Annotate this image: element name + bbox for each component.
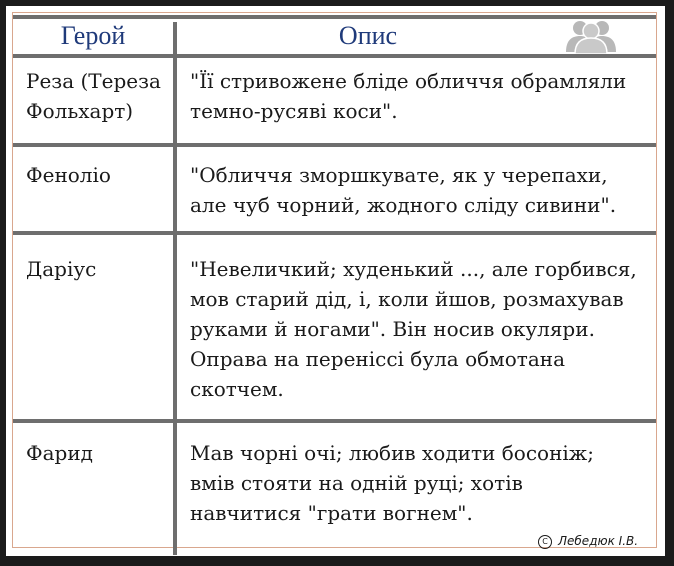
people-icon bbox=[564, 18, 620, 54]
hero-description bbox=[190, 160, 616, 220]
author-name: Лебедюк І.В. bbox=[558, 534, 639, 548]
header-divider bbox=[13, 54, 656, 58]
description-line: мов старий дід, і, коли йшов, розмахував bbox=[190, 287, 624, 311]
author-credit bbox=[538, 534, 638, 549]
hero-name bbox=[26, 254, 96, 284]
hero-description bbox=[190, 66, 626, 126]
hero-name bbox=[26, 438, 93, 468]
hero-name-line: Реза (Тереза bbox=[26, 69, 161, 93]
table-frame bbox=[6, 6, 665, 556]
column-divider bbox=[173, 22, 177, 555]
description-line: "Її стривожене бліде обличчя обрамляли bbox=[190, 69, 627, 93]
description-line: але чуб чорний, жодного сліду сивини". bbox=[190, 193, 617, 217]
row-divider bbox=[13, 419, 656, 423]
description-line: темно-русяві коси". bbox=[190, 99, 398, 123]
description-line: вмів стояти на одній руці; хотів bbox=[190, 471, 523, 495]
hero-name-line: Феноліо bbox=[26, 163, 111, 187]
description-line: Мав чорні очі; любив ходити босоніж; bbox=[190, 441, 594, 465]
description-line: "Невеличкий; худенький ..., але горбився, bbox=[190, 257, 637, 281]
table-top-rule bbox=[13, 15, 656, 19]
hero-name-line: Фольхарт) bbox=[26, 99, 134, 123]
header-hero: Герой bbox=[60, 21, 126, 50]
row-divider bbox=[13, 143, 656, 147]
hero-name-line: Фарид bbox=[26, 441, 93, 465]
hero-description bbox=[190, 438, 594, 528]
hero-description bbox=[190, 254, 637, 404]
copyright-icon: C bbox=[538, 535, 552, 549]
description-line: Оправа на переніссі була обмотана bbox=[190, 347, 566, 371]
description-line: скотчем. bbox=[190, 377, 284, 401]
hero-name bbox=[26, 160, 111, 190]
description-line: навчитися "грати вогнем". bbox=[190, 501, 473, 525]
description-line: "Обличчя зморшкувате, як у черепахи, bbox=[190, 163, 608, 187]
hero-name-line: Даріус bbox=[26, 257, 97, 281]
row-divider bbox=[13, 231, 656, 235]
description-line: руками й ногами". Він носив окуляри. bbox=[190, 317, 595, 341]
header-description: Опис bbox=[338, 21, 398, 50]
hero-name bbox=[26, 66, 161, 126]
